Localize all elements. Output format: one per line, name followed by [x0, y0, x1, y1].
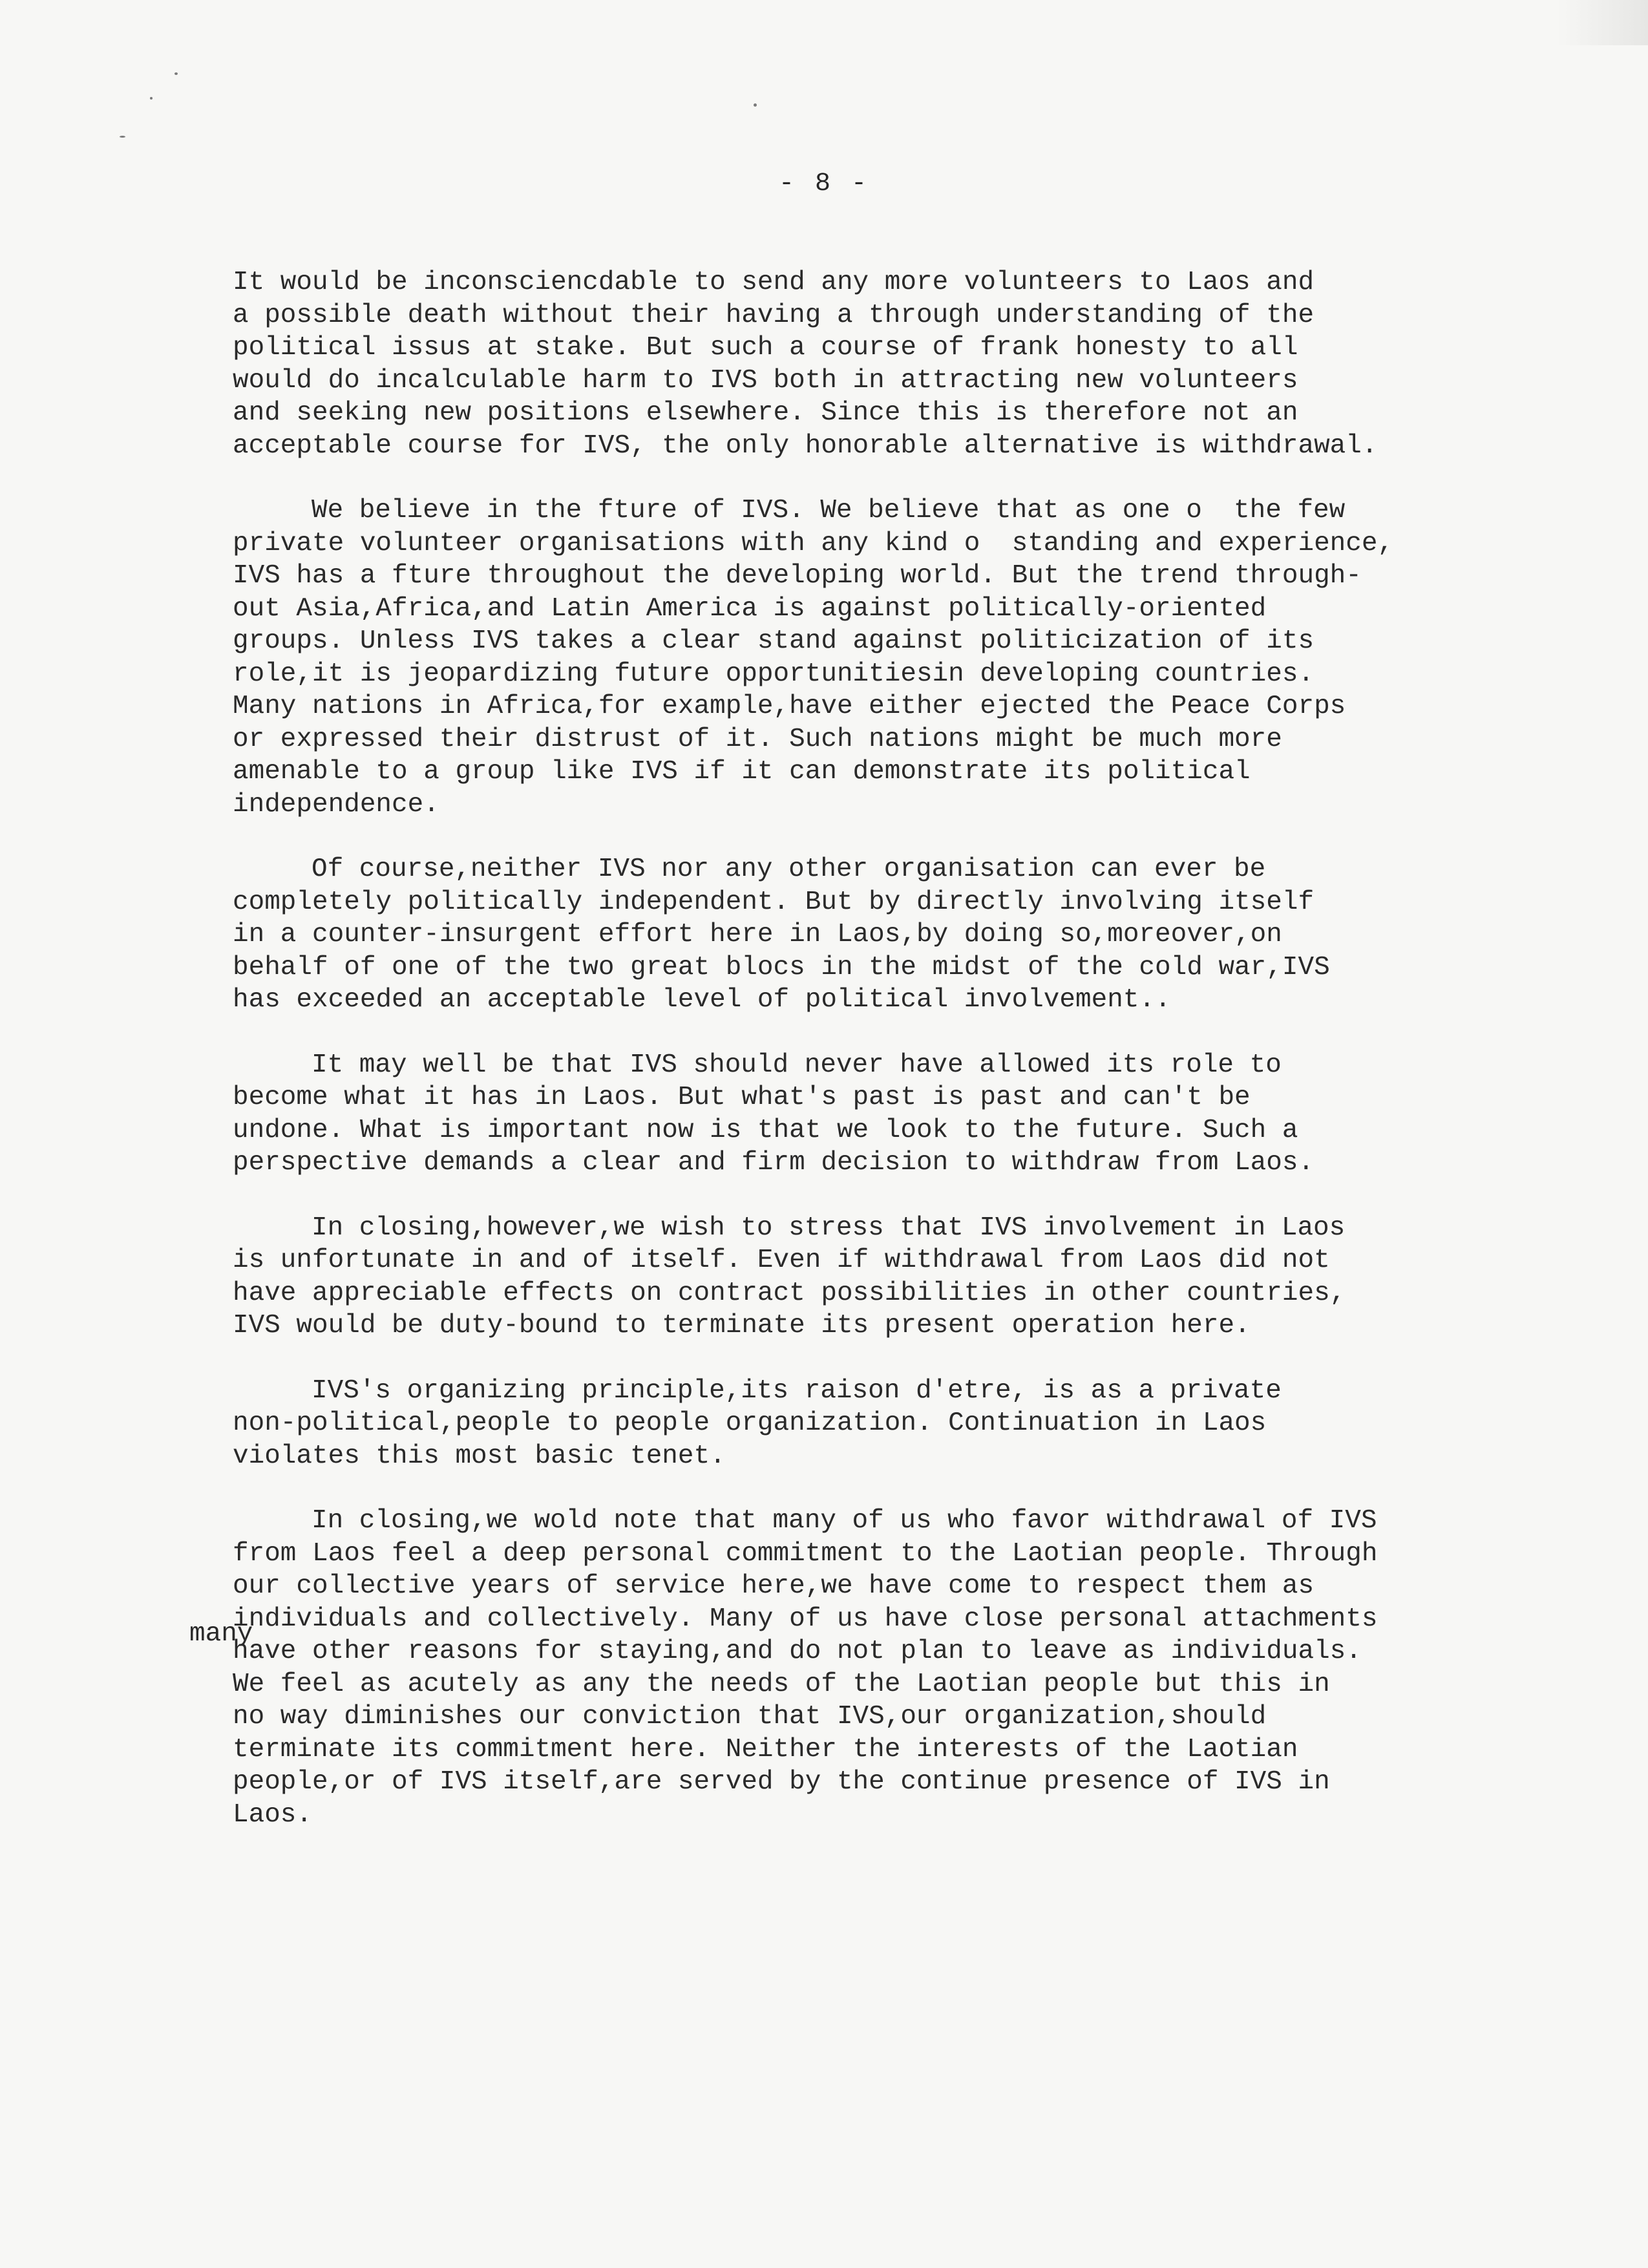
scan-speck: [754, 103, 757, 107]
paragraph: [233, 1375, 1396, 1473]
text-line: or expressed their distrust of it. Such nations might be much more: [233, 724, 1282, 754]
paragraph: [233, 1212, 1396, 1342]
text-line: would do incalculable harm to IVS both in attracting new volunteers: [233, 365, 1298, 396]
text-line: our collective years of service here,we have come to respect them as: [233, 1571, 1315, 1601]
text-line: undone. What is important now is that we look to the future. Such a: [233, 1115, 1298, 1145]
text-line: perspective demands a clear and firm decision to withdraw from Laos.: [233, 1148, 1315, 1178]
text-line: amenable to a group like IVS if it can demonstrate its political: [233, 757, 1251, 787]
paragraph: [233, 1505, 1396, 1831]
paragraph: [233, 494, 1396, 821]
text-line: is unfortunate in and of itself. Even if withdrawal from Laos did not: [233, 1245, 1330, 1275]
scan-edge-shadow: [1558, 0, 1648, 45]
text-line: have other reasons for staying,and do not plan to leave as individuals.: [233, 1637, 1362, 1666]
text-line: and seeking new positions elsewhere. Since this is therefore not an: [233, 398, 1298, 428]
text-line: independence.: [233, 789, 439, 820]
text-line: behalf of one of the two great blocs in the midst of the cold war,IVS: [233, 952, 1330, 982]
text-line: IVS would be duty-bound to terminate its present operation here.: [233, 1311, 1251, 1341]
text-line: no way diminishes our conviction that IVS,our organization,should: [233, 1702, 1267, 1732]
paragraph: [233, 853, 1396, 1017]
paragraph: [233, 266, 1396, 462]
text-line: in a counter-insurgent effort here in Laos,by doing so,moreover,on: [233, 920, 1282, 949]
text-line: has exceeded an acceptable level of political involvement..: [233, 985, 1171, 1015]
text-line: IVS's organizing principle,its raison d'etre, is as a private: [312, 1375, 1282, 1406]
page-number: - 8 -: [778, 169, 870, 198]
text-line: violates this most basic tenet.: [233, 1441, 726, 1471]
text-line: Many nations in Africa,for example,have either ejected the Peace Corps: [233, 692, 1346, 721]
text-line: individuals and collectively. Many of us have close personal attachments: [233, 1604, 1378, 1634]
text-line: non-political,people to people organization. Continuation in Laos: [233, 1408, 1267, 1438]
letter-body: [233, 266, 1396, 1863]
text-line: people,or of IVS itself,are served by the continue presence of IVS in: [233, 1767, 1330, 1797]
scan-speck: [120, 136, 125, 138]
text-line: have appreciable effects on contract possibilities in other countries,: [233, 1278, 1346, 1308]
text-line: IVS has a fture throughout the developing world. But the trend through-: [233, 561, 1362, 591]
marginal-insert: many: [189, 1619, 253, 1649]
text-line: role,it is jeopardizing future opportunitiesin developing countries.: [233, 659, 1315, 689]
text-line: Laos.: [233, 1799, 313, 1830]
text-line: Of course,neither IVS nor any other organisation can ever be: [312, 854, 1266, 884]
text-line: out Asia,Africa,and Latin America is against politically-oriented: [233, 593, 1267, 624]
text-line: In closing,we wold note that many of us who favor withdrawal of IVS: [312, 1506, 1377, 1536]
text-line: from Laos feel a deep personal commitment to the Laotian people. Through: [233, 1538, 1378, 1569]
text-line: It may well be that IVS should never have allowed its role to: [312, 1050, 1282, 1080]
text-line: a possible death without their having a through understanding of the: [233, 300, 1315, 330]
text-line: private volunteer organisations with any kind o standing and experience,: [233, 528, 1394, 558]
text-line: groups. Unless IVS takes a clear stand against politicization of its: [233, 626, 1315, 656]
text-line: In closing,however,we wish to stress that IVS involvement in Laos: [312, 1213, 1346, 1243]
text-line: completely politically independent. But by directly involving itself: [233, 887, 1315, 917]
scan-speck: [174, 72, 178, 75]
text-line: political issus at stake. But such a course of frank honesty to all: [233, 333, 1298, 363]
text-line: We believe in the fture of IVS. We believe that as one o the few: [312, 496, 1346, 525]
text-line: become what it has in Laos. But what's past is past and can't be: [233, 1083, 1251, 1112]
text-line: acceptable course for IVS, the only honorable alternative is withdrawal.: [233, 430, 1378, 461]
text-line: It would be inconsciencdable to send any more volunteers to Laos and: [233, 268, 1315, 297]
paragraph: [233, 1049, 1396, 1180]
scan-speck: [150, 97, 153, 100]
text-line: terminate its commitment here. Neither the interests of the Laotian: [233, 1734, 1298, 1765]
text-line: We feel as acutely as any the needs of the Laotian people but this in: [233, 1669, 1330, 1699]
